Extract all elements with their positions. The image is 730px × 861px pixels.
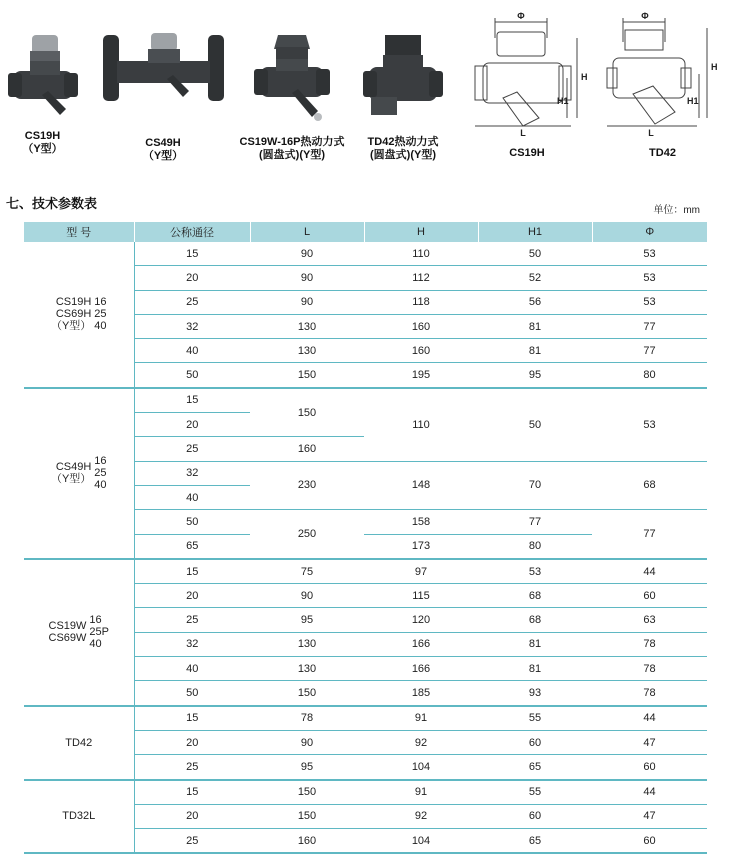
- model-name: CS69H: [55, 308, 92, 321]
- table-cell: 110: [364, 388, 478, 461]
- spec-table: [24, 222, 707, 854]
- table-cell: 166: [364, 657, 478, 681]
- table-cell: 32: [134, 314, 250, 338]
- pressure-rating: 25P: [89, 626, 109, 639]
- table-cell: 15: [134, 559, 250, 584]
- pressure-rating: 16: [94, 296, 107, 309]
- drawing-phi-label: Φ: [516, 11, 525, 21]
- table-cell: 40: [134, 485, 250, 509]
- table-cell: 91: [364, 706, 478, 731]
- table-cell: 78: [592, 657, 707, 681]
- drawing-cs19h: [462, 8, 592, 160]
- table-cell: 47: [592, 730, 707, 754]
- table-cell: 60: [478, 730, 592, 754]
- product-cs19h-name: CS19H: [24, 130, 61, 142]
- model-name: CS69W: [48, 632, 87, 645]
- model-names: [62, 810, 95, 822]
- table-cell: 166: [364, 632, 478, 656]
- table-cell: 77: [592, 510, 707, 559]
- product-cs19h-type: （Y型）: [22, 143, 63, 155]
- table-cell: 53: [592, 290, 707, 314]
- table-cell: 150: [250, 804, 364, 828]
- header-phi: Φ: [592, 222, 707, 242]
- table-cell: 50: [478, 242, 592, 266]
- table-cell: 25: [134, 755, 250, 780]
- table-cell: 92: [364, 730, 478, 754]
- table-cell: 20: [134, 584, 250, 608]
- header-l: L: [250, 222, 364, 242]
- table-cell: 95: [250, 755, 364, 780]
- unit-label: 单位：mm: [653, 205, 700, 216]
- table-cell: 60: [592, 755, 707, 780]
- header-h: H: [364, 222, 478, 242]
- model-name: TD42: [65, 736, 93, 749]
- table-cell: 53: [592, 388, 707, 461]
- product-cs19h: [5, 35, 80, 156]
- table-cell: 20: [134, 413, 250, 437]
- table-row: [24, 706, 707, 731]
- table-cell: 80: [592, 363, 707, 388]
- table-cell: 15: [134, 388, 250, 413]
- model-names: [65, 737, 92, 749]
- model-cell: [24, 780, 134, 854]
- drawing-phi-label: Φ: [640, 11, 649, 21]
- pressure-rating: 40: [89, 638, 102, 651]
- model-name: （Y型）: [50, 320, 92, 333]
- table-cell: 70: [478, 461, 592, 510]
- table-cell: 50: [134, 681, 250, 706]
- table-cell: 90: [250, 242, 364, 266]
- pressure-rating: 16: [94, 455, 107, 468]
- table-cell: 93: [478, 681, 592, 706]
- table-cell: 115: [364, 584, 478, 608]
- table-cell: 160: [364, 314, 478, 338]
- table-cell: 150: [250, 681, 364, 706]
- table-cell: 68: [592, 461, 707, 510]
- table-cell: 104: [364, 829, 478, 854]
- table-cell: 47: [592, 804, 707, 828]
- dimension-drawing-icon: [603, 8, 723, 143]
- model-label: [51, 455, 107, 491]
- table-cell: 120: [364, 608, 478, 632]
- table-cell: 148: [364, 461, 478, 510]
- table-cell: 25: [134, 829, 250, 854]
- table-cell: 50: [134, 510, 250, 534]
- section-title: 七、技术参数表: [6, 196, 98, 211]
- table-cell: 25: [134, 437, 250, 461]
- pressure-rating: 16: [89, 614, 102, 627]
- table-cell: 65: [134, 534, 250, 559]
- product-cs49h-type: （Y型）: [142, 150, 184, 162]
- table-cell: 77: [592, 314, 707, 338]
- table-cell: 130: [250, 632, 364, 656]
- drawing-l-label: L: [519, 128, 526, 138]
- table-cell: 195: [364, 363, 478, 388]
- table-cell: 185: [364, 681, 478, 706]
- product-cs49h: [98, 33, 228, 163]
- table-cell: 81: [478, 314, 592, 338]
- product-cs19w-type: (圆盘式)(Y型): [259, 149, 325, 161]
- pressure-rating: 25: [94, 308, 107, 321]
- table-cell: 32: [134, 632, 250, 656]
- model-label: [65, 737, 92, 749]
- table-cell: 90: [250, 584, 364, 608]
- drawing-h1-label: H1: [556, 96, 569, 106]
- table-cell: 55: [478, 706, 592, 731]
- table-cell: 68: [478, 608, 592, 632]
- pressure-ratings: [94, 296, 106, 332]
- table-cell: 65: [478, 755, 592, 780]
- model-cell: [24, 706, 134, 780]
- table-cell: 32: [134, 461, 250, 485]
- table-cell: 92: [364, 804, 478, 828]
- model-name: CS19W: [48, 620, 87, 633]
- pressure-rating: 25: [94, 467, 107, 480]
- table-cell: 150: [250, 780, 364, 805]
- model-name: TD32L: [62, 810, 96, 823]
- table-cell: 50: [478, 388, 592, 461]
- table-cell: 53: [592, 266, 707, 290]
- table-cell: 78: [250, 706, 364, 731]
- drawing-h1-label: H1: [686, 96, 699, 106]
- table-cell: 60: [592, 584, 707, 608]
- table-cell: 81: [478, 632, 592, 656]
- table-cell: 104: [364, 755, 478, 780]
- dimension-drawing-icon: [465, 8, 590, 143]
- table-cell: 15: [134, 242, 250, 266]
- table-cell: 20: [134, 730, 250, 754]
- table-cell: 230: [250, 461, 364, 510]
- table-cell: 15: [134, 780, 250, 805]
- table-cell: 130: [250, 314, 364, 338]
- steam-trap-icon: [363, 35, 443, 130]
- table-cell: 52: [478, 266, 592, 290]
- table-cell: 63: [592, 608, 707, 632]
- table-cell: 53: [592, 242, 707, 266]
- table-cell: 78: [592, 681, 707, 706]
- model-name: （Y型）: [50, 473, 92, 486]
- table-cell: 53: [478, 559, 592, 584]
- table-cell: 44: [592, 559, 707, 584]
- table-cell: 110: [364, 242, 478, 266]
- header-dn: 公称通径: [134, 222, 250, 242]
- model-names: [51, 461, 91, 485]
- table-cell: 130: [250, 657, 364, 681]
- drawing-td42: [600, 8, 725, 160]
- table-cell: 160: [364, 339, 478, 363]
- model-label: [49, 614, 109, 650]
- table-cell: 77: [478, 510, 592, 534]
- flanged-steam-trap-icon: [101, 33, 226, 105]
- product-td42-type: (圆盘式)(Y型): [370, 149, 436, 161]
- drawing-h-label: H: [580, 72, 587, 82]
- table-cell: 150: [250, 363, 364, 388]
- table-row: [24, 388, 707, 413]
- table-cell: 95: [250, 608, 364, 632]
- model-names: [49, 620, 87, 644]
- table-cell: 50: [134, 363, 250, 388]
- table-cell: 44: [592, 706, 707, 731]
- table-cell: 90: [250, 290, 364, 314]
- table-cell: 77: [592, 339, 707, 363]
- product-cs19w: [232, 35, 352, 162]
- model-cell: [24, 559, 134, 706]
- table-cell: 91: [364, 780, 478, 805]
- table-cell: 78: [592, 632, 707, 656]
- table-cell: 112: [364, 266, 478, 290]
- model-names: [51, 296, 91, 332]
- pressure-ratings: [89, 614, 109, 650]
- product-td42-name: TD42热动力式: [367, 136, 439, 148]
- table-cell: 118: [364, 290, 478, 314]
- product-cs49h-name: CS49H: [145, 137, 181, 149]
- steam-trap-y-icon: [252, 35, 332, 130]
- table-cell: 90: [250, 730, 364, 754]
- table-cell: 25: [134, 290, 250, 314]
- table-cell: 158: [364, 510, 478, 534]
- table-cell: 130: [250, 339, 364, 363]
- table-cell: 97: [364, 559, 478, 584]
- table-header-row: [24, 222, 707, 242]
- model-cell: [24, 242, 134, 388]
- table-cell: 80: [478, 534, 592, 559]
- table-cell: 173: [364, 534, 478, 559]
- table-cell: 81: [478, 657, 592, 681]
- table-cell: 160: [250, 437, 364, 461]
- drawing-td42-name: TD42: [649, 147, 676, 159]
- table-cell: 150: [250, 388, 364, 437]
- table-cell: 15: [134, 706, 250, 731]
- model-cell: [24, 388, 134, 559]
- table-cell: 65: [478, 829, 592, 854]
- steam-trap-y-icon: [8, 35, 78, 130]
- table-cell: 40: [134, 339, 250, 363]
- pressure-rating: 40: [94, 479, 107, 492]
- pressure-rating: 40: [94, 320, 107, 333]
- table-cell: 75: [250, 559, 364, 584]
- table-cell: 20: [134, 266, 250, 290]
- table-cell: 95: [478, 363, 592, 388]
- table-cell: 60: [478, 804, 592, 828]
- table-cell: 160: [250, 829, 364, 854]
- table-cell: 20: [134, 804, 250, 828]
- header-h1: H1: [478, 222, 592, 242]
- drawing-cs19h-name: CS19H: [509, 147, 545, 159]
- model-name: CS49H: [55, 461, 92, 474]
- table-cell: 40: [134, 657, 250, 681]
- table-row: [24, 780, 707, 805]
- table-cell: 68: [478, 584, 592, 608]
- table-cell: 56: [478, 290, 592, 314]
- model-label: [51, 296, 107, 332]
- table-cell: 25: [134, 608, 250, 632]
- table-cell: 55: [478, 780, 592, 805]
- header-model: 型 号: [24, 222, 134, 242]
- table-row: [24, 242, 707, 266]
- product-cs19w-name: CS19W-16P热动力式: [239, 136, 345, 148]
- pressure-ratings: [94, 455, 106, 491]
- drawing-l-label: L: [647, 128, 654, 138]
- table-cell: 90: [250, 266, 364, 290]
- product-images-row: [0, 0, 730, 180]
- table-cell: 60: [592, 829, 707, 854]
- product-td42: [358, 35, 448, 162]
- table-cell: 81: [478, 339, 592, 363]
- table-cell: 250: [250, 510, 364, 559]
- table-cell: 44: [592, 780, 707, 805]
- drawing-h-label: H: [710, 62, 717, 72]
- table-row: [24, 559, 707, 584]
- model-name: CS19H: [55, 296, 92, 309]
- model-label: [62, 810, 95, 822]
